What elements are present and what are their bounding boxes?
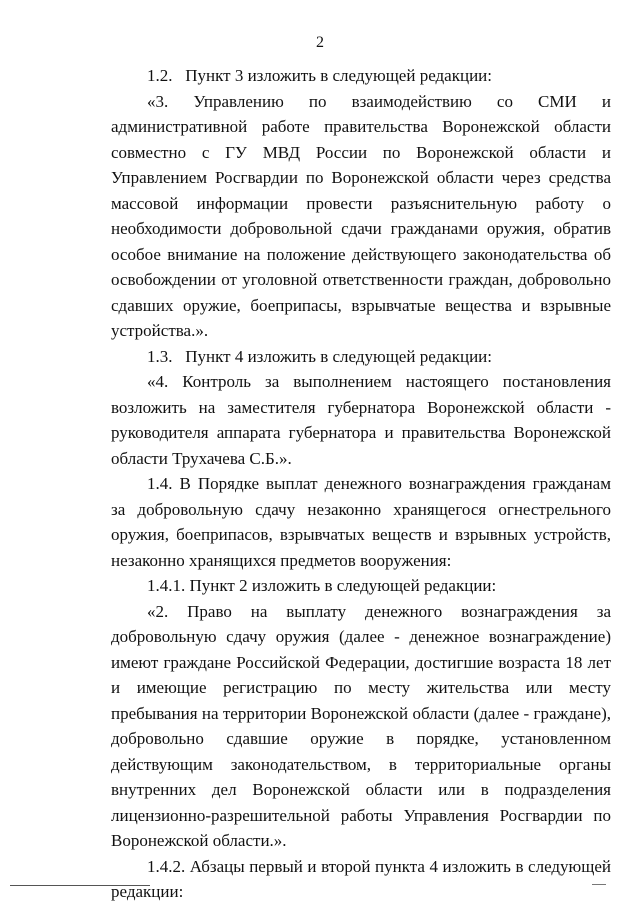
page-number: 2 [316,34,324,51]
document-body [111,63,611,905]
paragraph-1-2: 1.2. Пункт 3 изложить в следующей редакции: [147,66,492,85]
paragraph-item-4-text: «4. Контроль за выполнением настоящего постановления возложить на заместителя губернатора Воронежской области - руководителя аппарата губернатора и правительства Воронежской области Трухачева С.Б.». [111,372,611,468]
bottom-scan-mark [592,884,606,885]
paragraph-1-3: 1.3. Пункт 4 изложить в следующей редакции: [147,346,492,366]
paragraph-1-4: 1.4. В Порядке выплат денежного вознаграждения гражданам за добровольную сдачу незаконно хранящегося огнестрельного оружия, боеприпасов, взрывчатых веществ и взрывных устройств, незаконно хранящихся предметов вооружения: [111,474,611,570]
paragraph-item-3-text: «3. Управлению по взаимодействию со СМИ и административной работе правительства Воронежской области совместно с ГУ МВД России по Воронежской области и Управлением Росгвардии по Воронежской области через средства массовой информации провести разъяснительную работу о необходимости добровольной сдачи гражданами оружия, обратив особое внимание на положение действующего законодательства об освобождении от уголовной ответственности граждан, добровольно сдавших оружие, боеприпасы, взрывчатые вещества и взрывные устройства.». [111,91,611,340]
bottom-scan-line [10,885,150,886]
paragraph-1-4-1: 1.4.1. Пункт 2 изложить в следующей редакции: [147,576,497,595]
paragraph-1-4-2: 1.4.2. Абзацы первый и второй пункта 4 изложить в следующей редакции: [111,856,611,901]
paragraph-item-2-text: «2. Право на выплату денежного вознаграждения за добровольную сдачу оружия (далее - денежное вознаграждение) имеют граждане Российской Федерации, достигшие возраста 18 лет и имеющие регистрацию по месту жительства или месту пребывания на территории Воронежской области (далее - граждане), добровольно сдавшие оружие в порядке, установленном действующим законодательством, в территориальные органы внутренних дел Воронежской области или в подразделения лицензионно-разрешительной работы Управления Росгвардии по Воронежской области.». [111,601,611,850]
